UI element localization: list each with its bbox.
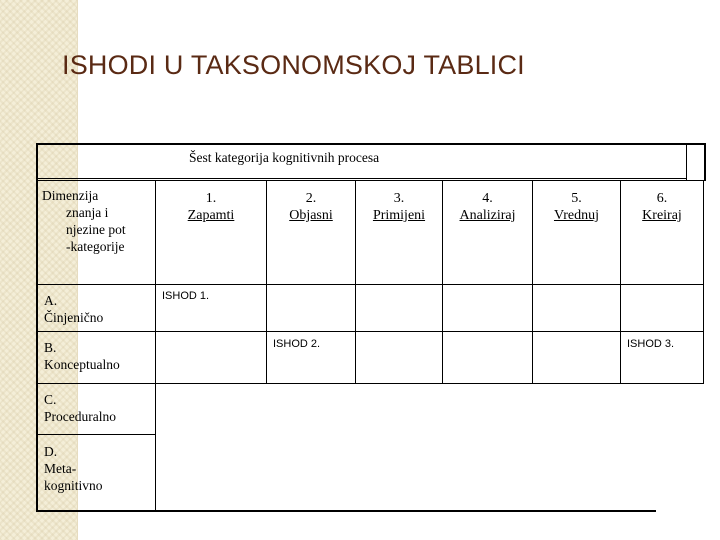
- column-header-1-label: Zapamti: [187, 208, 235, 223]
- row-label-c-text: Proceduralno: [44, 409, 116, 424]
- dimension-header-line3: njezine pot: [66, 222, 126, 237]
- dimension-header-line4: -kategorije: [66, 239, 125, 254]
- column-header-1-num: 1.: [205, 191, 217, 206]
- column-header-3-label: Primijeni: [372, 208, 426, 223]
- outcome-ishod-1: ISHOD 1.: [162, 290, 210, 302]
- row-label-a: [44, 292, 103, 326]
- dimension-header: [42, 187, 152, 255]
- row-label-a-text: Činjenično: [44, 310, 104, 325]
- dimension-header-line1: Dimenzija: [42, 188, 99, 203]
- row-label-b: [44, 339, 120, 373]
- column-header-4-label: Analiziraj: [459, 208, 516, 223]
- column-header-4-num: 4.: [482, 191, 493, 206]
- column-header-6-label: Kreiraj: [642, 208, 682, 223]
- row-label-b-letter: B.: [44, 340, 57, 355]
- row-label-c-letter: C.: [44, 392, 57, 407]
- row-line-2: [36, 331, 704, 332]
- row-label-d: [44, 443, 103, 494]
- column-header-6-num: 6.: [656, 191, 668, 206]
- column-header-5: [533, 190, 620, 224]
- col-line-6: [703, 180, 704, 384]
- table-border-top: [36, 143, 706, 145]
- row-label-d-text: Meta-: [44, 461, 77, 476]
- column-header-2: [267, 190, 355, 224]
- row-line-3: [36, 383, 704, 384]
- table-header-inner-right: [686, 145, 687, 181]
- row-label-d-letter: D.: [44, 444, 58, 459]
- column-header-5-label: Vrednuj: [553, 208, 600, 223]
- column-header-2-label: Objasni: [289, 208, 333, 223]
- column-header-2-num: 2.: [305, 191, 317, 206]
- table-border-bottom: [36, 510, 656, 512]
- column-header-1: [156, 190, 266, 224]
- row-line-1: [36, 284, 704, 285]
- row-line-4: [36, 434, 156, 435]
- slide-title: ISHODI U TAKSONOMSKOJ TABLICI: [62, 50, 525, 80]
- table-border-left: [36, 143, 38, 512]
- row-label-c: [44, 391, 116, 425]
- row-label-d-text2: kognitivno: [44, 478, 103, 493]
- column-header-3-num: 3.: [393, 191, 405, 206]
- outcome-ishod-2: ISHOD 2.: [273, 338, 321, 350]
- column-header-3: [356, 190, 442, 224]
- column-header-5-num: 5.: [571, 191, 582, 206]
- table-border-right-top: [704, 143, 706, 181]
- outcome-ishod-3: ISHOD 3.: [627, 338, 675, 350]
- col-line-0: [155, 180, 156, 512]
- header-divider-2: [36, 178, 686, 179]
- header-divider: [36, 180, 706, 181]
- column-header-6: [621, 190, 703, 224]
- dimension-header-line2: znanja i: [66, 205, 109, 220]
- table-header-title: Šest kategorija kognitivnih procesa: [189, 150, 380, 165]
- row-label-a-letter: A.: [44, 293, 58, 308]
- column-header-4: [443, 190, 532, 224]
- row-label-b-text: Konceptualno: [44, 357, 120, 372]
